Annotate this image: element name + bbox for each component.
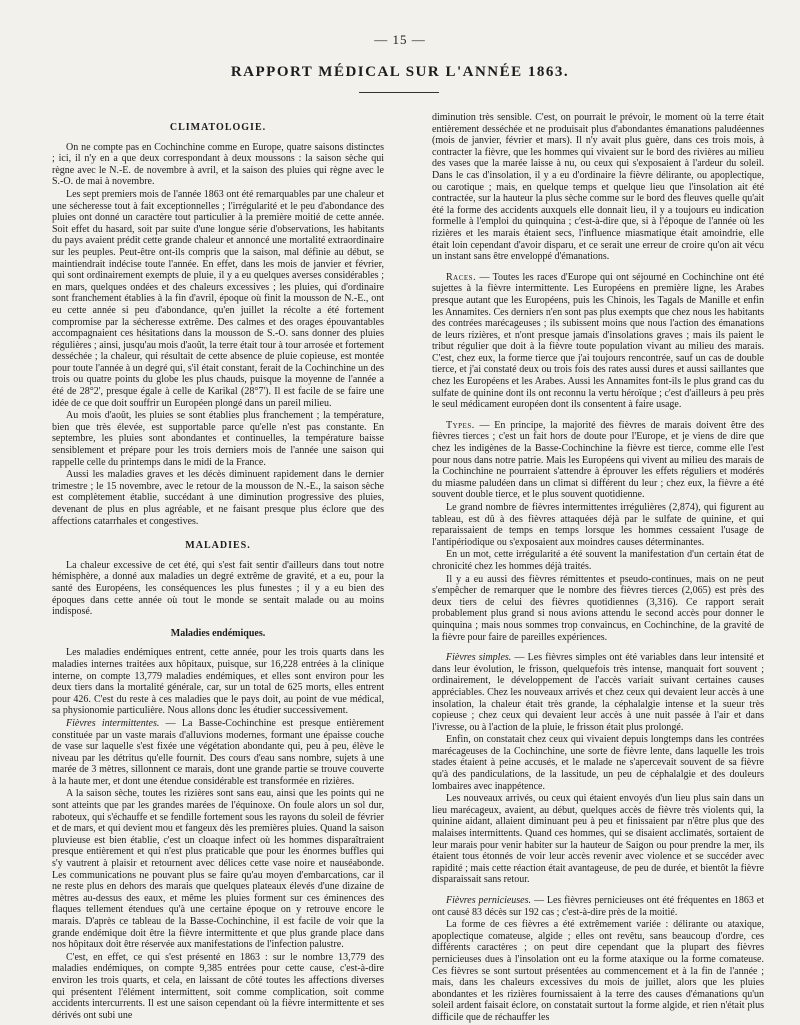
page-number: — 15 — [374, 32, 426, 47]
maladies-heading: MALADIES. [185, 540, 251, 552]
paragraph-body: — Les fièvres pernicieuses ont été fréquentes en 1863 et ont causé 83 décès sur 192 cas ; c'est-à-dire près de la moitié. [432, 895, 764, 918]
right-column [432, 112, 764, 1025]
report-title: RAPPORT MÉDICAL SUR L'ANNÉE 1863. [230, 64, 570, 80]
paragraph: A la saison sèche, toutes les rizières sont sans eau, ainsi que les points qui ne sont atteints que par les grandes marées de l'équinoxe. On foule alors un sol dur, raboteux, qui s'échauffe et se fendille fortement sous les rayons du soleil de février et de mars, et qui devient mou et fangeux dès les premières pluies. Quand la saison pluvieuse est bien établie, c'est un cloaque infect où les hommes disparaîtraient presque entièrement et qui n'est plus praticable que pour les énormes buffles qui s'y vautrent à plaisir et retournent avec délices cette vase noire et nauséabonde. Les communications ne pouvant plus se faire qu'au moyen d'embarcations, car il ne reste plus en dehors des marais que quelques plateaux élevés d'une dizaine de mètres au-dessus des eaux, et même les pluies forment sur ces éminences des flaques tellement étendues qu'à une certaine époque on y retrouve encore le marais. D'après ce tableau de la Basse-Cochinchine, il est facile de voir que la grande endémique doit être la fièvre intermittente et que plus grande place dans nos hôpitaux doit être réservée aux manifestations de l'infection palustre. [52, 788, 384, 951]
paragraph-lead: Races. [446, 271, 477, 283]
paragraph-lead: Fièvres intermittentes. [66, 717, 160, 729]
paragraph: La chaleur excessive de cet été, qui s'est fait sentir d'ailleurs dans tout notre hémisphère, a donné aux maladies un degré extrême de gravité, et a eu, pour la santé des Européens, les conséquences les plus funestes ; il y a eu bien des époques dans cette année où tout le monde se sentait malade ou au moins indisposé. [52, 559, 384, 618]
paragraph: Les sept premiers mois de l'année 1863 ont été remarquables par une chaleur et une sécheresse tout à fait exceptionnelles ; l'irrégularité et le peu d'abondance des pluies ont donné un caractère tout particulier à la première moitié de cette année. Soit effet du hasard, soit par suite d'une longue série d'observations, les habitants du pays avaient prédit cette grande chaleur et annoncé une mortalité extraordinaire sur les peuples. Peut-être ont-ils compris que la saison, mal définie au début, se maintiendrait indécise toute l'année. En effet, dans les mois de janvier et février, qui sont ordinairement exempts de pluie, il y a eu quelques averses considérables ; en mars, quelques ondées et des chaleurs excessives ; les pluies, qui d'ordinaire sont franchement établies à la fin d'avril, époque où finit la mousson de N.-E., ont eu cette année si peu d'abondance, qu'en juillet la récolte a été fortement compromise par la sécheresse extrême. Des calmes et des orages épouvantables accompagnaient ces hésitations dans la mousson de S.-O. sans donner des pluies régulières ; ainsi, jusqu'au mois d'août, la terre était tour à tour arrosée et fortement desséchée ; la chaleur, qui résultait de cette absence de pluie copieuse, est montée pour toute l'année à un degré qui, s'il était constant, ferait de la Cochinchine un des trois ou quatre points du globe les plus chauds, puisque la moyenne de l'année a été de 28°2', presque égale à celle de Karikal (28°7'). Il est facile de se faire une idée de ce que doit souffrir un Européen plongé dans un pareil milieu. [52, 188, 384, 409]
paragraph: Le grand nombre de fièvres intermittentes irrégulières (2,874), qui figurent au tableau, est dû à des fièvres attaquées déjà par le sulfate de quinine, et qui reparaissaient de temps en temps lorsque les hommes cessaient l'usage de l'antipériodique ou s'exposaient aux moindres causes déterminantes. [432, 502, 764, 548]
paragraph: On ne compte pas en Cochinchine comme en Europe, quatre saisons distinctes ; ici, il n'y en a que deux correspondant à deux moussons : la saison sèche qui règne avec le N.-E. de novembre à avril, et la saison des pluies qui règne avec le S.-O. de mai à novembre. [52, 141, 384, 188]
paragraph: Les nouveaux arrivés, ou ceux qui étaient envoyés d'un lieu plus sain dans un lieu marécageux, avaient, au début, quelques accès de fièvre très violents qui, la quinine aidant, allaient diminuant peu à peu et finissaient par n'être plus que des malaises intermittents. Quand ces hommes, qui se disaient acclimatés, sortaient de leur marais pour venir habiter sur la hauteur de Saigon ou pour prendre la mer, ils étaient tous étonnés de voir leur accès revenir avec violence et se succéder avec rapidité ; mais cette réaction était avantageuse, de peu de durée, et bientôt la fièvre disparaissait sans retour. [432, 793, 764, 886]
paragraph: C'est, en effet, ce qui s'est présenté en 1863 : sur le nombre 13,779 des maladies endémiques, on compte 9,385 entrées pour cette cause, c'est-à-dire environ les trois quarts, et cela, en laissant de côté toutes les affections diverses qui présentent l'élément intermittent, soit comme complication, soit comme accidents intercurrents. Il est une saison cependant où la fièvre intermittente et ses dérivés ont subi une [52, 951, 384, 1021]
title-divider [359, 92, 439, 93]
paragraph: Les maladies endémiques entrent, cette année, pour les trois quarts dans les maladies internes traitées aux hôpitaux, puisque, sur 16,228 entrées à la clinique interne, on compte 13,779 maladies endémiques, et elles sont environ pour les deux tiers dans la mortalité générale, car, sur un total de 625 morts, elles entrent pour 426. C'est du reste à ces maladies que le pays doit, au point de vue médical, sa physionomie particulière. Nous allons donc les étudier successivement. [52, 647, 384, 717]
paragraph-lead: Fièvres pernicieuses. [446, 895, 532, 906]
paragraph [432, 652, 764, 733]
paragraph-body: — Toutes les races d'Europe qui ont séjourné en Cochinchine ont été sujettes à la fièvre intermittente. Les Européens en première ligne, les Arabes presque autant que les Européens, puis les Chinois, les Tagals de Manille et enfin les Annamites. Ces derniers n'en sont pas plus exempts que chez nous les habitants des contrées marécageuses ; ils subissent moins que nous l'action des émanations de leurs rizières, et n'ont presque jamais d'insolations graves ; mais ils paient le tribut régulier que doit à la fièvre toute population vivant au milieu des marais. C'est, chez eux, la forme tierce que j'ai toujours rencontrée, sauf un cas de double tierce, et j'ai constaté deux ou trois fois des rates aussi dures et aussi saillantes que chez les Européens et les Arabes. Aussi les Annamites font-ils le plus grand cas du sulfate de quinine dont ils ont reconnu la vertu héroïque ; c'est d'ailleurs à peu près le seul médicament européen dont ils consentent à faire usage. [432, 271, 764, 411]
paragraph: Aussi les maladies graves et les décès diminuent rapidement dans le dernier trimestre ; le 15 novembre, avec le retour de la mousson de N.-E., la saison sèche est complètement établie, succédant à une diminution progressive des pluies, devenant de plus en plus agréable, et ne faisant presque plus éclore que des affections catarrhales et congestives. [52, 469, 384, 527]
paragraph-body: — Les fièvres simples ont été variables dans leur intensité et dans leur évolution, le frisson, quelquefois très intense, manquait fort souvent ; ordinairement, le développement de l'accès variait suivant certaines causes appréciables. Chez les nouveaux arrivés et chez ceux qui devaient leur accès à une insolation, la chaleur était très grande, la céphalalgie intense et la sueur très copieuse ; chez ceux qui devaient leur accès à une nuit passée à l'air et dans l'ivresse, ou à l'action de la pluie, le frisson était plus prolongé. [432, 652, 764, 733]
paragraph: Il y a eu aussi des fièvres rémittentes et pseudo-continues, mais on ne peut s'empêcher de remarquer que le nombre des fièvres tierces (2,065) est près des deux tiers de celui des fièvres quotidiennes (3,316). Ce rapport serait probablement plus grand si nous avions attendu le second accès pour donner le quinquina ; mais nous sommes trop convaincus, en Cochinchine, de la gravité de la fièvre pour faire de pareilles expériences. [432, 573, 764, 643]
paragraph-lead: Fièvres simples. [446, 652, 512, 664]
paragraph: diminution très sensible. C'est, on pourrait le prévoir, le moment où la terre était entièrement desséchée et ne produisait plus d'abondantes émanations paludéennes (mois de janvier, février et mars). Il n'y avait plus guère, dans ces trois mois, à contracter la fièvre, que les hommes qui vivaient sur le bord des rivières au milieu des vases que la marée laisse à nu, ou ceux qui s'exposaient à l'ardeur du soleil. Dans le cas d'insolation, il y a eu d'ordinaire la fièvre délirante, ou apoplectique, ou carotique ; mais, en quelque temps et quelque lieu que l'insolation ait été contractée, sur la hauteur la plus sèche comme sur le bord des fleuves quelle qu'ait été la forme des accidents auxquels elle donnait lieu, il y a toujours eu indication formelle à l'emploi du quinquina ; c'est-à-dire que, si à l'époque de l'année où les rizières et les marais étaient secs, l'influence miasmatique était amoindrie, elle était loin cependant d'avoir disparu, et ce serait une erreur de croire qu'on ait vécu un instant sans être enveloppé d'émanations. [432, 112, 764, 263]
paragraph: La forme de ces fièvres a été extrêmement variée : délirante ou ataxique, apoplectique comateuse, algide ; elles ont revêtu, sans beaucoup d'ordre, ces différents caractères ; on peut dire cependant que la plupart des fièvres pernicieuses dues à l'insolation ont eu la forme ataxique ou la forme comateuse. Ces fièvres se sont surtout présentées au commencement et à la fin de l'année ; mais, dans les chaleurs excessives du mois de juillet, alors que les pluies abondantes et les rizières fournissaient à la terre des causes d'émanations qu'un soleil ardent faisait éclore, on constatait surtout la forme algide, et rien n'était plus difficile que de réchauffer les [432, 919, 764, 1023]
paragraph [432, 272, 764, 411]
paragraph-body: — La Basse-Cochinchine est presque entièrement constituée par un vaste marais d'alluvions modernes, formant une épaisse couche de vase sur laquelle s'est fixée une végétation abondante qui, peu à peu, élève le niveau par les détritus qu'elle fournit. Des cours d'eau sans nombre, sujets à une marée de 3 mètres, sillonnent ce marais, dont une grande partie se trouve couverte à la haute mer, et dont une étendue considérable est transformée en rizières. [52, 717, 384, 787]
paragraph [52, 718, 384, 788]
paragraph: Enfin, on constatait chez ceux qui vivaient depuis longtemps dans les contrées marécageuses de la Cochinchine, une sorte de fièvre lente, dans laquelle les trois stades étaient à peine accusés, et le malade ne s'apercevait souvent de sa fièvre qu'à des pandiculations, de la lassitude, un peu de céphalalgie et des douleurs lombaires avec inappétence. [432, 734, 764, 792]
maladies-endemiques-heading: Maladies endémiques. [170, 627, 266, 639]
paragraph: Au mois d'août, les pluies se sont établies plus franchement ; la température, bien que très élevée, est supportable parce qu'elle n'est pas constante. En septembre, les pluies sont abondantes et continuelles, la température baisse sensiblement et prépare pour les trois derniers mois de l'année une saison qui rappelle celle du printemps dans le midi de la France. [52, 410, 384, 468]
paragraph: En un mot, cette irrégularité a été souvent la manifestation d'un certain état de chronicité chez les hommes déjà traités. [432, 549, 764, 572]
climatologie-heading: CLIMATOLOGIE. [169, 122, 267, 133]
paragraph [432, 895, 764, 918]
paragraph-lead: Types. [446, 419, 475, 431]
left-column [52, 118, 384, 1022]
paragraph [432, 420, 764, 501]
paragraph-body: — En principe, la majorité des fièvres de marais doivent être des fièvres tierces ; c'est un fait hors de doute pour l'Europe, et je viens de dire que chez les indigènes de la Basse-Cochinchine la fièvre est tierce, comme elle l'est pour nous dans notre patrie. Mais les Européens qui vivent au milieu des marais de la Cochinchine ne pourraient s'attendre à éprouver les effets réguliers et modérés du miasme paludéen dans un climat si différent du leur ; chez eux, la fièvre a été souvent double tierce, et le plus souvent quotidienne. [432, 419, 764, 501]
